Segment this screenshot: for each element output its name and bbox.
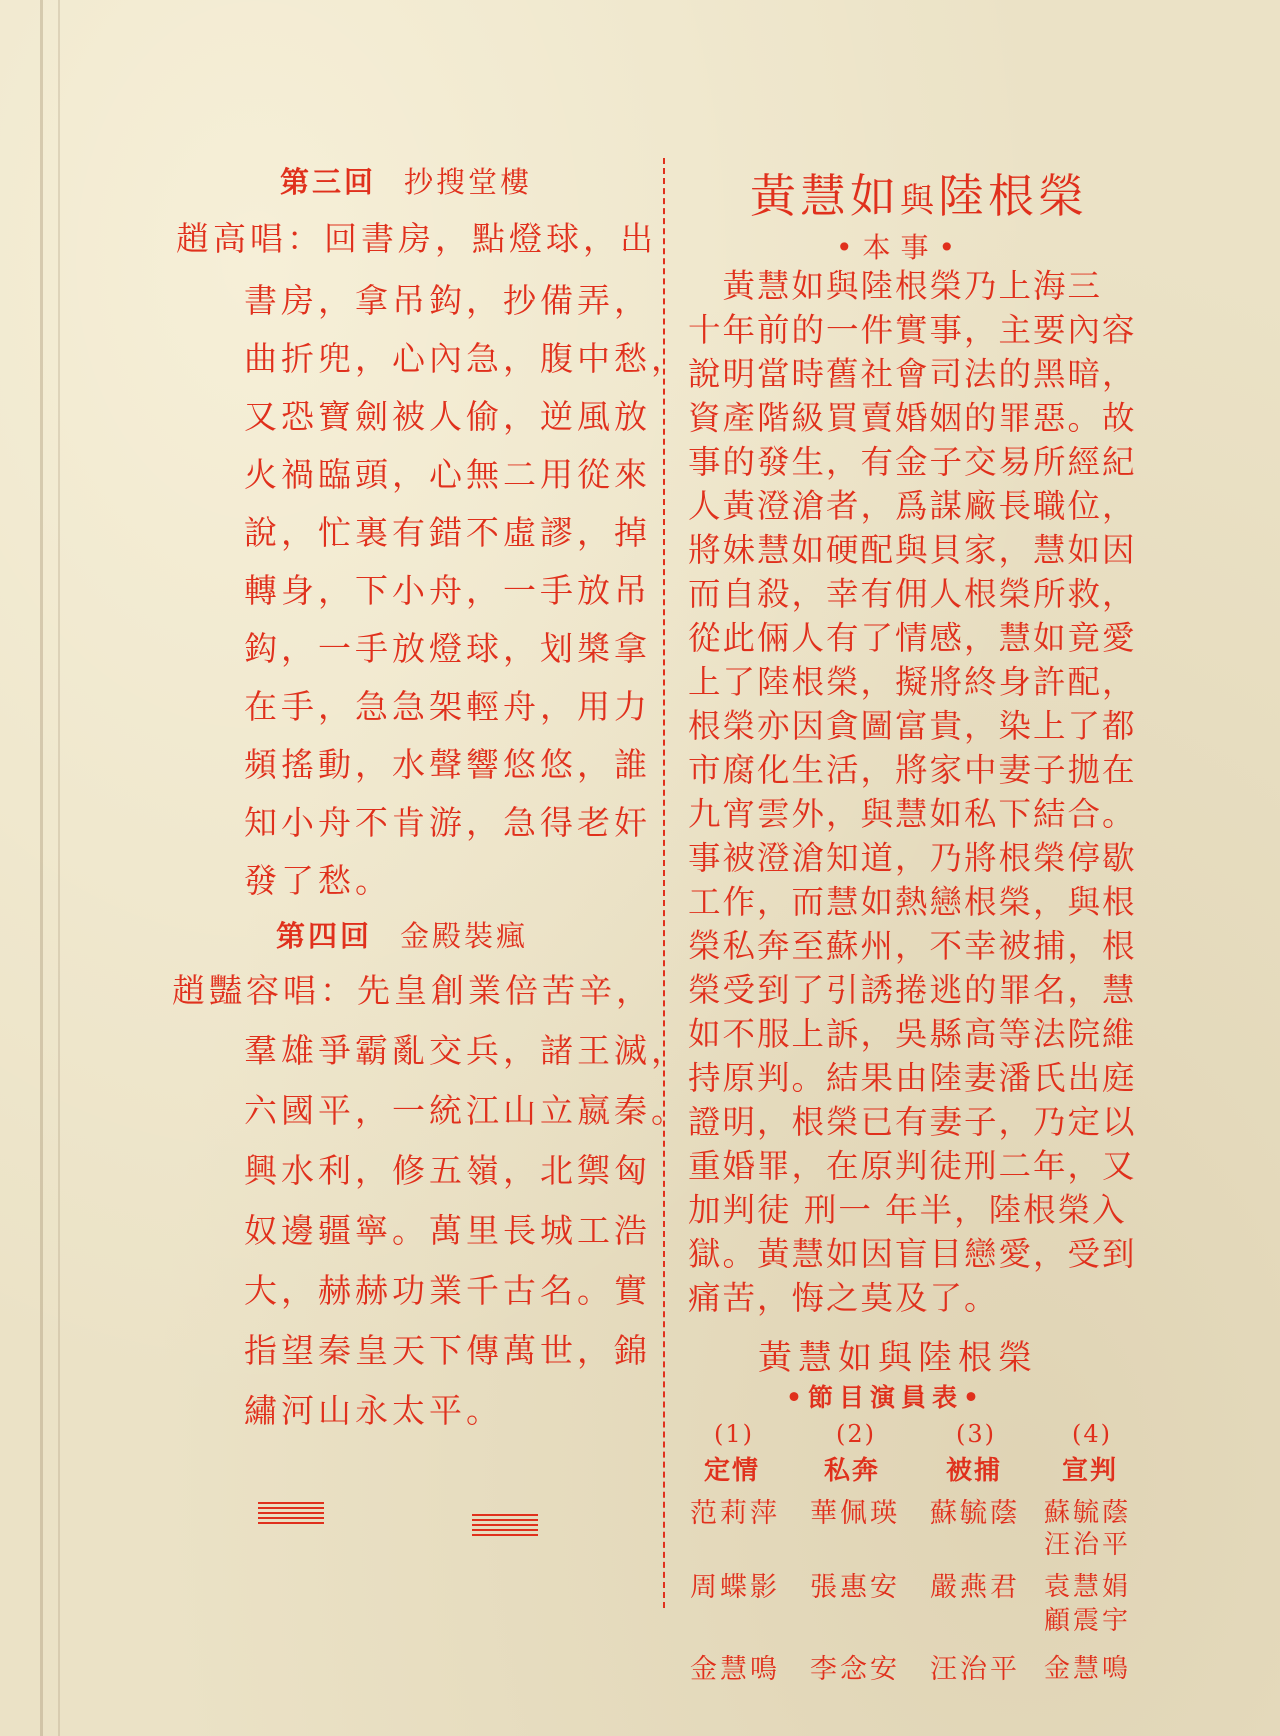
decorative-lines-left: [258, 1502, 324, 1524]
column-label: 定情: [704, 1456, 761, 1486]
column-number: (4): [1072, 1420, 1112, 1448]
verse-line: 在手，急急架輕舟，用力: [244, 687, 651, 726]
cast-heading: •節目演員表•: [786, 1383, 985, 1412]
column-label: 私奔: [824, 1456, 881, 1486]
story-line: 根榮亦因貪圖富貴，染上了都: [688, 707, 1137, 745]
story-line: 從此倆人有了情感，慧如竟愛: [688, 619, 1137, 657]
story-line: 事的發生，有金子交易所經紀: [688, 443, 1137, 481]
column-number: (3): [956, 1420, 996, 1448]
story-line: 如不服上訴，吳縣高等法院維: [688, 1015, 1137, 1053]
story-line: 事被澄滄知道，乃將根榮停歇: [688, 839, 1137, 877]
cast-name: 周蝶影: [690, 1572, 780, 1603]
story-line: 獄。黃慧如因盲目戀愛，受到: [688, 1235, 1137, 1273]
verse-line: 又恐寶劍被人偷，逆風放: [244, 397, 651, 436]
story-line: 黃慧如與陸根榮乃上海三: [688, 267, 1103, 305]
story-line: 重婚罪，在原判徒刑二年，又: [688, 1147, 1137, 1185]
story-line: 工作，而慧如熱戀根榮，與根: [688, 883, 1137, 921]
verse-line: 說，忙裏有錯不虛謬，掉: [244, 513, 651, 552]
column-label: 被捕: [946, 1456, 1003, 1486]
verse-line: 繡河山永太平。: [244, 1391, 503, 1430]
verse-line: 知小舟不肯游，急得老奸: [244, 803, 651, 842]
cast-name: 嚴燕君: [930, 1572, 1020, 1603]
story-line: 持原判。結果由陸妻潘氏出庭: [688, 1059, 1137, 1097]
cast-name: 李念安: [810, 1654, 900, 1685]
cast-name: 汪治平: [1044, 1530, 1132, 1560]
story-line: 市腐化生活，將家中妻子拋在: [688, 751, 1137, 789]
play-title-part: 陸根榮: [938, 169, 1088, 223]
verse-line: 羣雄爭霸亂交兵，諸王滅，: [244, 1031, 688, 1070]
act3-heading: [280, 160, 532, 201]
verse-line: 六國平，一統江山立嬴秦。: [244, 1091, 688, 1130]
cast-name: 顧震宇: [1044, 1606, 1132, 1636]
act4-heading: [276, 914, 528, 955]
play-title-part: 與: [900, 181, 938, 221]
column-number: (2): [836, 1420, 876, 1448]
act3-name: 抄搜堂樓: [404, 165, 533, 199]
cast-title-visible: 黃慧如與陸根榮: [758, 1338, 1038, 1378]
verse-line: 頻搖動，水聲響悠悠，誰: [244, 745, 651, 784]
verse-line: 轉身，下小舟，一手放吊: [244, 571, 651, 610]
story-line: 榮私奔至蘇州，不幸被捕，根: [688, 927, 1137, 965]
story-line: 而自殺，幸有佣人根榮所救，: [688, 575, 1137, 613]
story-heading: •本事•: [836, 231, 966, 264]
column-label: 宣判: [1062, 1456, 1119, 1486]
cast-name: 范莉萍: [690, 1498, 780, 1529]
act3-number: 第三回: [280, 165, 377, 199]
paper-fold-line: [58, 0, 60, 1736]
paper-fold-line: [40, 0, 43, 1736]
cast-name: 張惠安: [810, 1572, 900, 1603]
story-line: 榮受到了引誘捲逃的罪名，慧: [688, 971, 1137, 1009]
decorative-lines-right: [472, 1514, 538, 1536]
story-line: 將妹慧如硬配與貝家，慧如因: [688, 531, 1137, 569]
story-line: 痛苦，悔之莫及了。: [688, 1279, 999, 1317]
verse-line: 鈎，一手放燈球，划槳拿: [244, 629, 651, 668]
cast-name: 金慧鳴: [1044, 1654, 1132, 1684]
verse-line: 發了愁。: [244, 861, 392, 900]
verse-line: 指望秦皇天下傳萬世，錦: [244, 1331, 651, 1370]
play-title: [750, 160, 1088, 226]
story-line: 證明，根榮已有妻子，乃定以: [688, 1103, 1137, 1141]
story-line: 上了陸根榮，擬將終身許配，: [688, 663, 1137, 701]
cast-name: 袁慧娟: [1044, 1572, 1132, 1602]
story-line: 人黃澄滄者，爲謀廠長職位，: [688, 487, 1137, 525]
cast-name: 蘇毓蔭: [930, 1498, 1020, 1529]
verse-line: 趙高唱：回書房，點燈球，出: [176, 219, 657, 258]
verse-line: 大，赫赫功業千古名。實: [244, 1271, 651, 1310]
story-line: 資產階級買賣婚姻的罪惡。故: [688, 399, 1137, 437]
story-line: 九宵雲外，與慧如私下結合。: [688, 795, 1137, 833]
cast-name: 蘇毓蔭: [1044, 1498, 1132, 1528]
column-number: (1): [714, 1420, 754, 1448]
verse-line: 書房，拿吊鈎，抄備弄，: [244, 281, 651, 320]
cast-name: 汪治平: [930, 1654, 1020, 1685]
cast-name: 金慧鳴: [690, 1654, 780, 1685]
story-line: 十年前的一件實事，主要內容: [688, 311, 1137, 349]
verse-line: 趙豔容唱：先皇創業倍苦辛，: [172, 971, 653, 1010]
act4-name: 金殿裝瘋: [400, 919, 529, 953]
play-title-part: 黃慧如: [750, 169, 900, 223]
cast-name: 華佩瑛: [810, 1498, 900, 1529]
story-line: 說明當時舊社會司法的黑暗，: [688, 355, 1137, 393]
verse-line: 曲折兜，心內急，腹中愁，: [244, 339, 688, 378]
verse-line: 火禍臨頭，心無二用從來: [244, 455, 651, 494]
verse-line: 興水利，修五嶺，北禦匈: [244, 1151, 651, 1190]
verse-line: 奴邊疆寧。萬里長城工浩: [244, 1211, 651, 1250]
story-line: 加判徒 刑一 年半，陸根榮入: [688, 1191, 1127, 1229]
act4-number: 第四回: [276, 919, 373, 953]
